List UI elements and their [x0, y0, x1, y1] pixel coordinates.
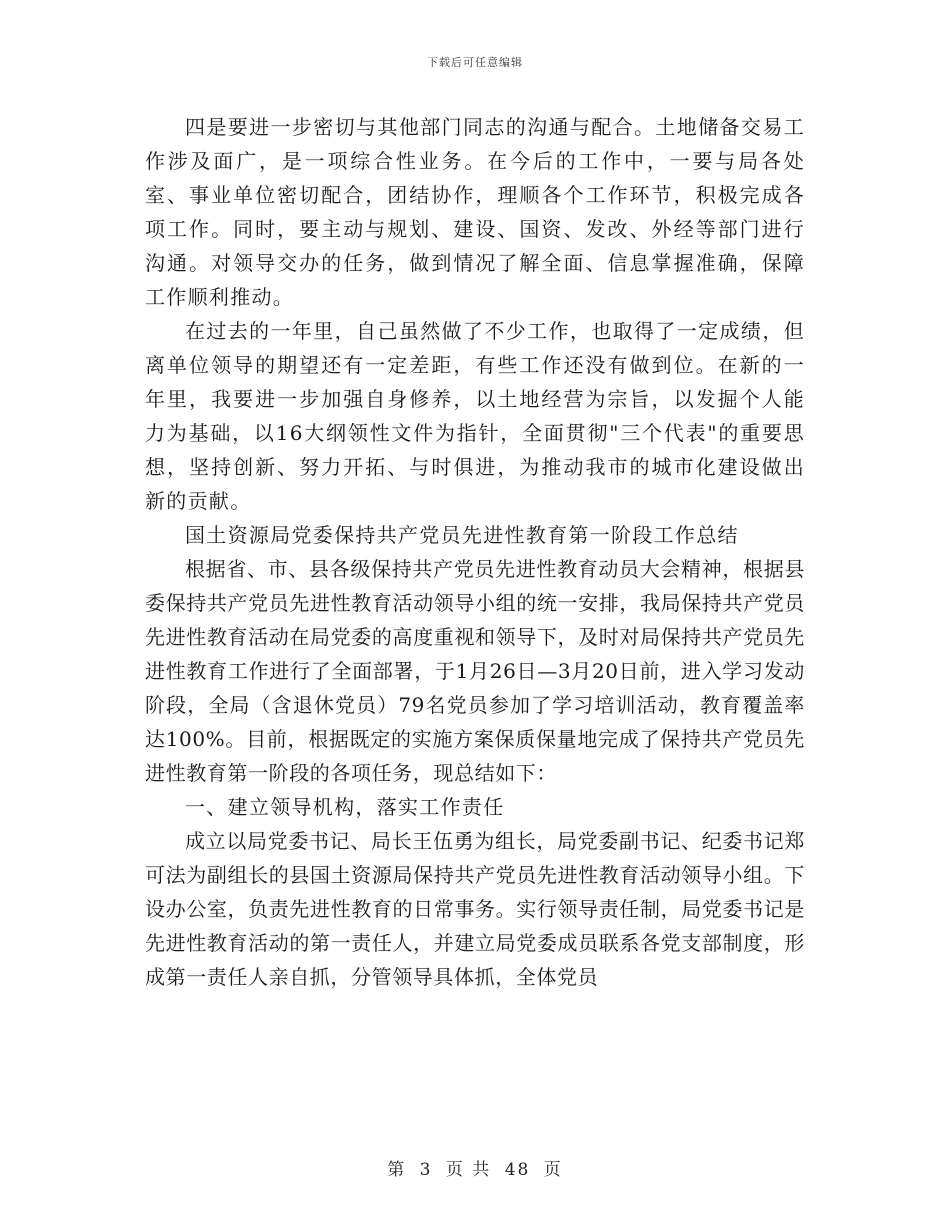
section-title: 国土资源局党委保持共产党员先进性教育第一阶段工作总结: [185, 523, 739, 547]
document-body: [145, 110, 805, 994]
paragraph-summary-intro: 根据省、市、县各级保持共产党员先进性教育动员大会精神，根据县委保持共产党员先进性教育活动领导小组的统一安排，我局保持共产党员先进性教育活动在局党委的高度重视和领导下，及时对局保持共产党员先进性教育工作进行了全面部署，于1月26日—3月20日前，进入学习发动阶段，全局（含退休党员）79名党员参加了学习培训活动，教育覆盖率达100%。目前，根据既定的实施方案保质保量地完成了保持共产党员先进性教育第一阶段的各项任务，现总结如下：: [145, 557, 805, 785]
page-header: 下载后可任意编辑: [427, 56, 523, 69]
footer-prefix: 第: [387, 1160, 407, 1180]
paragraph-leadership: 成立以局党委书记、局长王伍勇为组长，局党委副书记、纪委书记郑可法为副组长的县国土资源局保持共产党员先进性教育活动领导小组。下设办公室，负责先进性教育的日常事务。实行领导责任制，局党委书记是先进性教育活动的第一责任人，并建立局党委成员联系各党支部制度，形成第一责任人亲自抓，分管领导具体抓，全体党员: [145, 829, 805, 989]
footer-suffix: 页: [543, 1160, 563, 1180]
footer-page-number: 3: [419, 1160, 433, 1180]
footer-total-pages: 48: [504, 1160, 531, 1180]
section-heading-one: 一、建立领导机构，落实工作责任: [185, 795, 505, 819]
page-footer: [0, 1155, 950, 1180]
paragraph-communication: 四是要进一步密切与其他部门同志的沟通与配合。土地储备交易工作涉及面广，是一项综合性业务。在今后的工作中，一要与局各处室、事业单位密切配合，团结协作，理顺各个工作环节，积极完成各项工作。同时，要主动与规划、建设、国资、发改、外经等部门进行沟通。对领导交办的任务，做到情况了解全面、信息掌握准确，保障工作顺利推动。: [145, 115, 805, 309]
footer-middle: 页 共: [445, 1160, 492, 1180]
paragraph-past-year: 在过去的一年里，自己虽然做了不少工作，也取得了一定成绩，但离单位领导的期望还有一定差距，有些工作还没有做到位。在新的一年里，我要进一步加强自身修养，以土地经营为宗旨，以发掘个人能力为基础，以16大纲领性文件为指针，全面贯彻"三个代表"的重要思想，坚持创新、努力开拓、与时俱进，为推动我市的城市化建设做出新的贡献。: [145, 319, 805, 513]
